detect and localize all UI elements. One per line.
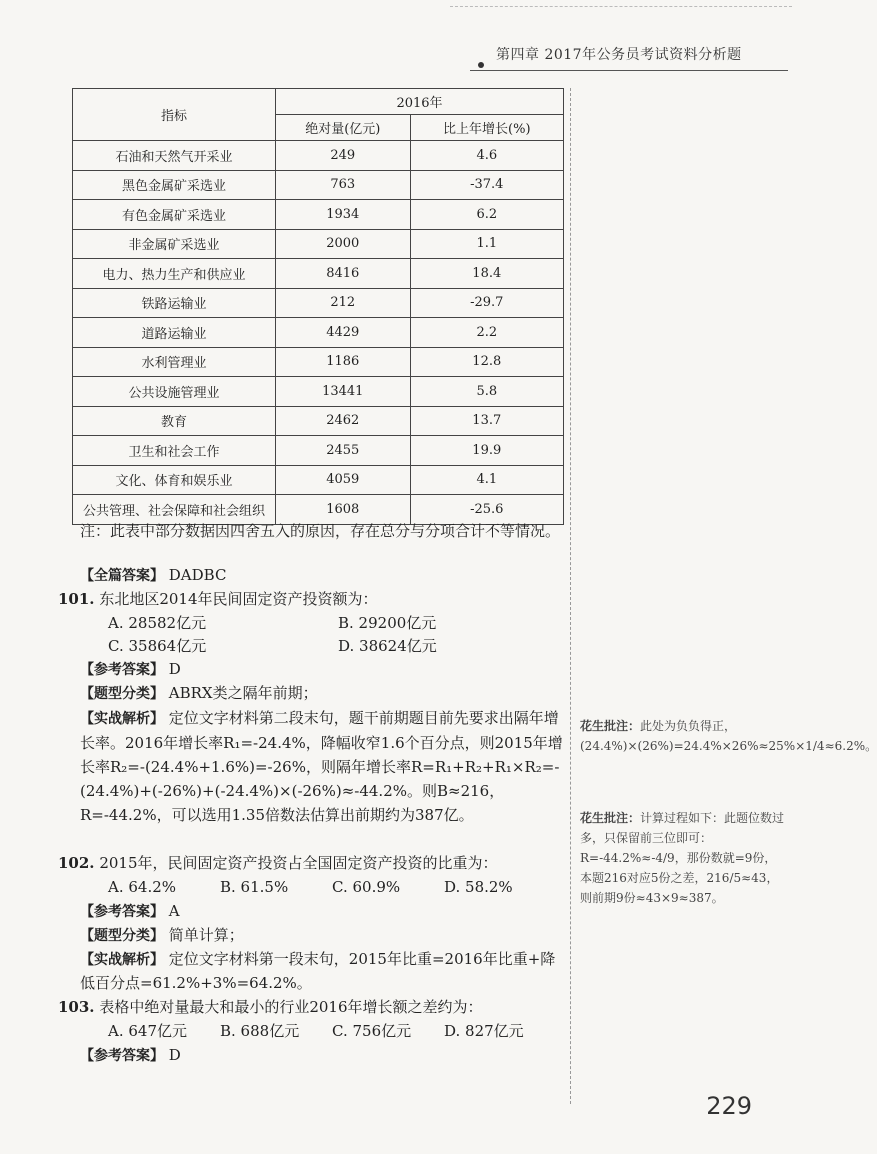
page-header — [470, 40, 788, 71]
table-row — [73, 347, 564, 377]
col-indicator-header: 指标 — [73, 89, 276, 141]
industry-cell: 非金属矿采选业 — [73, 229, 276, 259]
abs-value-cell: 1608 — [276, 495, 411, 525]
q102-ref: 【参考答案】 A — [80, 902, 180, 920]
q101-ref: 【参考答案】 D — [80, 660, 181, 678]
abs-value-cell: 249 — [276, 141, 411, 171]
industry-cell: 文化、体育和娱乐业 — [73, 465, 276, 495]
growth-cell: 19.9 — [410, 436, 563, 466]
q102-explanation: 【实战解析】 定位文字材料第一段末句，2015年比重=2016年比重+降低百分点=61.2%+3%=64.2%。 — [80, 950, 556, 992]
industry-cell: 卫生和社会工作 — [73, 436, 276, 466]
question-text: 表格中绝对量最大和最小的行业2016年增长额之差约为： — [99, 998, 483, 1016]
abs-value-cell: 212 — [276, 288, 411, 318]
q103-ref: 【参考答案】 D — [80, 1046, 181, 1064]
growth-cell: 6.2 — [410, 200, 563, 230]
abs-value-cell: 2462 — [276, 406, 411, 436]
option-b: B. 61.5% — [220, 878, 289, 896]
option-c: C. 60.9% — [332, 878, 401, 896]
table-row — [73, 229, 564, 259]
table-row — [73, 465, 564, 495]
industry-cell: 公共管理、社会保障和社会组织 — [73, 495, 276, 525]
col-abs-header: 绝对量(亿元) — [276, 115, 411, 141]
abs-value-cell: 763 — [276, 170, 411, 200]
abs-value-cell: 13441 — [276, 377, 411, 407]
option-b: B. 688亿元 — [220, 1022, 300, 1040]
q102-options — [80, 876, 594, 899]
question-101: 101. 东北地区2014年民间固定资产投资额为： — [58, 590, 378, 608]
question-103: 103. 表格中绝对量最大和最小的行业2016年增长额之差约为： — [58, 998, 483, 1016]
table-row — [73, 170, 564, 200]
col-year-header: 2016年 — [276, 89, 564, 115]
growth-cell: 12.8 — [410, 347, 563, 377]
question-text: 2015年，民间固定资产投资占全国固定资产投资的比重为： — [99, 854, 498, 872]
margin-divider — [570, 88, 571, 1104]
side-note-2: 花生批注：计算过程如下：此题位数过多，只保留前三位即可：R=-44.2%≈-4/9，那份数就=9份，本题216对应5份之差，216/5≈43，则前期9份≈43×9≈387。 — [580, 811, 785, 905]
option-a: A. 64.2% — [108, 878, 177, 896]
table-row — [73, 436, 564, 466]
option-d: D. 58.2% — [444, 878, 513, 896]
abs-value-cell: 2455 — [276, 436, 411, 466]
table-row — [73, 259, 564, 289]
option-a: A. 647亿元 — [108, 1022, 187, 1040]
abs-value-cell: 8416 — [276, 259, 411, 289]
industry-cell: 教育 — [73, 406, 276, 436]
industry-cell: 水利管理业 — [73, 347, 276, 377]
growth-cell: -37.4 — [410, 170, 563, 200]
growth-cell: 1.1 — [410, 229, 563, 259]
question-102: 102. 2015年，民间固定资产投资占全国固定资产投资的比重为： — [58, 854, 498, 872]
option-c: C. 756亿元 — [332, 1022, 412, 1040]
option-d: D. 38624亿元 — [338, 637, 437, 655]
growth-cell: 4.1 — [410, 465, 563, 495]
abs-value-cell: 4059 — [276, 465, 411, 495]
answer-all: 【全篇答案】 DADBC — [80, 566, 227, 584]
growth-cell: 18.4 — [410, 259, 563, 289]
growth-cell: 13.7 — [410, 406, 563, 436]
col-growth-header: 比上年增长(%) — [410, 115, 563, 141]
industry-cell: 有色金属矿采选业 — [73, 200, 276, 230]
option-b: B. 29200亿元 — [338, 614, 437, 632]
bullet-icon — [478, 62, 484, 68]
industry-cell: 铁路运输业 — [73, 288, 276, 318]
growth-cell: 2.2 — [410, 318, 563, 348]
table-row — [73, 288, 564, 318]
table-note: 注：此表中部分数据因四舍五入的原因，存在总分与分项合计不等情况。 — [80, 522, 561, 540]
growth-cell: -25.6 — [410, 495, 563, 525]
option-d: D. 827亿元 — [444, 1022, 524, 1040]
q102-type: 【题型分类】 简单计算； — [80, 926, 244, 944]
growth-cell: 5.8 — [410, 377, 563, 407]
abs-value-cell: 2000 — [276, 229, 411, 259]
abs-value-cell: 1934 — [276, 200, 411, 230]
industry-cell: 公共设施管理业 — [73, 377, 276, 407]
growth-cell: -29.7 — [410, 288, 563, 318]
table-row — [73, 141, 564, 171]
q103-options — [80, 1020, 594, 1043]
header-title: 第四章 2017年公务员考试资料分析题 — [496, 47, 742, 63]
q101-explanation: 【实战解析】 定位文字材料第二段末句，题干前期题目前先要求出隔年增长率。2016年增长率R₁=-24.4%，降幅收窄1.6个百分点，则2015年增长率R₂=-(24.4%+1.6%)=-26%，则隔年增长率R=R₁+R₂+R₁×R₂=-(24.4%)+(-26%)+(-24.4%)×(-26%)≈-44.2%。则B≈216，R=-44.2%，可以选用1.35倍数法估算出前期约为387亿。 — [80, 709, 563, 824]
abs-value-cell: 1186 — [276, 347, 411, 377]
top-edge-line — [450, 6, 792, 7]
table-row — [73, 200, 564, 230]
industry-cell: 黑色金属矿采选业 — [73, 170, 276, 200]
abs-value-cell: 4429 — [276, 318, 411, 348]
industry-cell: 道路运输业 — [73, 318, 276, 348]
page-number: 229 — [706, 1092, 752, 1120]
table-row — [73, 377, 564, 407]
table-row — [73, 318, 564, 348]
question-text: 东北地区2014年民间固定资产投资额为： — [99, 590, 378, 608]
table-row — [73, 406, 564, 436]
industry-cell: 石油和天然气开采业 — [73, 141, 276, 171]
investment-table — [72, 88, 564, 525]
option-c: C. 35864亿元 — [108, 637, 207, 655]
option-a: A. 28582亿元 — [108, 614, 207, 632]
q101-type: 【题型分类】 ABRX类之隔年前期； — [80, 684, 318, 702]
side-note-1: 花生批注：此处为负负得正，(24.4%)×(26%)=24.4%×26%≈25%×1/4≈6.2%。 — [580, 719, 877, 753]
industry-cell: 电力、热力生产和供应业 — [73, 259, 276, 289]
q101-options — [80, 612, 594, 658]
growth-cell: 4.6 — [410, 141, 563, 171]
